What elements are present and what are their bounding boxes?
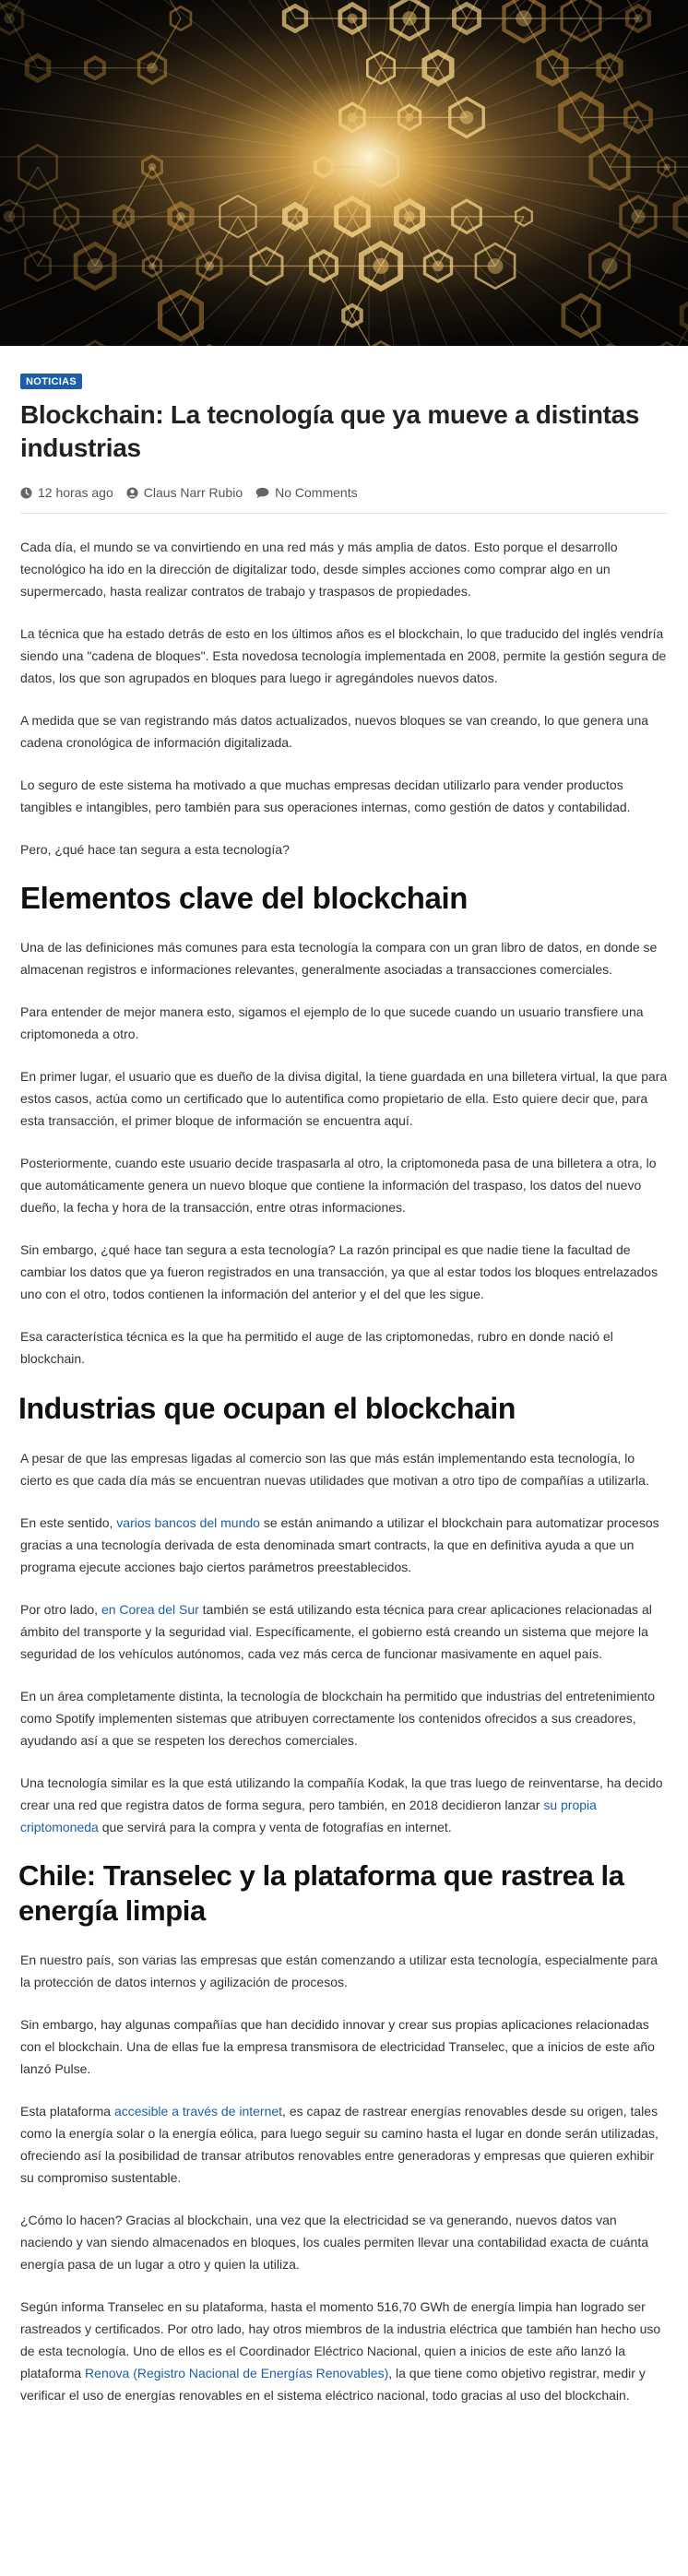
article-title: Blockchain: La tecnología que ya mueve a distintas industrias (20, 400, 640, 462)
article-body (20, 536, 668, 2406)
meta-comments-text[interactable]: No Comments (275, 485, 358, 500)
meta-comments[interactable] (255, 485, 357, 500)
article (0, 346, 688, 2406)
paragraph: En un área completamente distinta, la tecnología de blockchain ha permitido que industrias del entretenimiento como Spotify implementen sistemas que atribuyen correctamente los contenidos ofrecidos a sus creadores, ayudando así a que se respeten los derechos comerciales. (20, 1689, 655, 1748)
paragraph: Sin embargo, ¿qué hace tan segura a esta tecnología? La razón principal es que nadie tiene la facultad de cambiar los datos que ya fueron registrados en una transacción, ya que al estar todos los bloques entrelazados uno con el otro, todos contienen la información del anterior y el del que les sigue. (20, 1242, 658, 1301)
link-bancos-del-mundo[interactable]: varios bancos del mundo (116, 1515, 260, 1530)
paragraph (20, 2296, 668, 2406)
meta-divider (20, 513, 668, 514)
link-corea-del-sur[interactable]: en Corea del Sur (101, 1602, 199, 1617)
paragraph (20, 1512, 668, 1578)
paragraph (20, 1598, 668, 1665)
paragraph: Cada día, el mundo se va convirtiendo en una red más y más amplia de datos. Esto porque el desarrollo tecnológico ha ido en la dirección de digitalizar todo, desde simples acciones como comprar algo en un supermercado, hasta realizar contratos de trabajo y traspasos de propiedades. (20, 540, 618, 599)
clock-icon (20, 487, 32, 499)
paragraph-text: Una tecnología similar es la que está utilizando la compañía Kodak, la que tras luego de reinventarse, ha decido crear una red que registra datos de forma segura, pero también, en 2018 decidieron lanzar (20, 1775, 663, 1812)
article-meta (20, 483, 668, 502)
paragraph-text: , la que tiene como objetivo registrar, medir y verificar el uso de energías renovables en el sistema eléctrico nacional, todo gracias al uso del blockchain. (20, 2366, 646, 2403)
meta-author-text[interactable]: Claus Narr Rubio (143, 485, 243, 500)
paragraph: Una de las definiciones más comunes para esta tecnología la compara con un gran libro de datos, en donde se almacenan registros e informaciones relevantes, generalmente asociadas a transacciones comerciales. (20, 940, 658, 977)
meta-author[interactable] (126, 485, 243, 500)
paragraph: A medida que se van registrando más datos actualizados, nuevos bloques se van creando, lo que genera una cadena cronológica de información digitalizada. (20, 713, 649, 750)
paragraph (20, 2100, 668, 2189)
paragraph: Esa característica técnica es la que ha permitido el auge de las criptomonedas, rubro en donde nació el blockchain. (20, 1329, 613, 1366)
paragraph-text: Por otro lado, (20, 1602, 101, 1617)
paragraph: ¿Cómo lo hacen? Gracias al blockchain, una vez que la electricidad se va generando, nuevos datos van naciendo y van siendo almacenados en bloques, los cuales permiten llevar una contabilidad exacta de cuánta energía pasa de un lugar a otro y quien la utiliza. (20, 2213, 649, 2272)
paragraph-text: Según informa Transelec en su plataforma, hasta el momento 516,70 GWh de energía limpia han logrado ser rastreados y certificados. Por otro lado, hay otros miembros de la industria eléctrica que también han hecho uso de esta tecnología. Uno de ellos es el Coordinador Eléctrico Nacional, quien a inicios de este año lanzó la plataforma (20, 2299, 661, 2380)
paragraph: La técnica que ha estado detrás de esto en los últimos años es el blockchain, lo que traducido del inglés vendría siendo una "cadena de bloques". Esta novedosa tecnología implementada en 2008, permite la gestión segura de datos, los que son agrupados en bloques para luego ir agregándoles nuevos datos. (20, 626, 667, 685)
link-accesible-internet[interactable]: accesible a través de internet (113, 2104, 283, 2119)
user-icon (126, 487, 138, 499)
comment-icon (255, 487, 269, 499)
paragraph-text: , es capaz de rastrear energías renovables desde su origen, tales como la energía solar o la energía eólica, para luego seguir su camino hasta el lugar en donde serán utilizadas, ofreciendo así la posibilidad de transar atributos renovables entre generadoras y empresas que quieren exhibir su compromiso sustentable. (20, 2104, 658, 2185)
paragraph-text: En este sentido, (20, 1515, 117, 1530)
paragraph: En primer lugar, el usuario que es dueño de la divisa digital, la tiene guardada en una billetera virtual, la que para estos casos, actúa como un certificado que lo autentifica como propietario de ella. Esto quiere decir que, para esta transacción, el primer bloque de información se encuentra aquí. (20, 1069, 668, 1128)
paragraph-text: se están animando a utilizar el blockchain para automatizar procesos gracias a una tecnología derivada de esta denominada smart contracts, la que en definitiva ayuda a que un programa ejecute acciones bajo ciertos parámetros preestablecidos. (20, 1515, 659, 1574)
paragraph-text: que servirá para la compra y venta de fotografías en internet. (98, 1820, 452, 1834)
link-propia-criptomoneda[interactable]: su propia criptomoneda (20, 1798, 597, 1834)
paragraph: En nuestro país, son varias las empresas que están comenzando a utilizar esta tecnología, especialmente para la protección de datos internos y agilización de procesos. (20, 1953, 658, 1989)
paragraph: A pesar de que las empresas ligadas al comercio son las que más están implementando esta tecnología, lo cierto es que cada día más se encuentran nuevas utilidades que motivan a otro tipo de compañías a utilizarla. (20, 1451, 649, 1488)
blockchain-hexagon-network-image (0, 0, 688, 346)
hero-image (0, 0, 688, 346)
paragraph (20, 1772, 668, 1838)
link-renova[interactable]: Renova (Registro Nacional de Energías Renovables) (85, 2366, 389, 2380)
section-heading-chile: Chile: Transelec y la plataforma que rastrea la energía limpia (18, 1859, 624, 1927)
paragraph: Sin embargo, hay algunas compañías que han decidido innovar y crear sus propias aplicaciones relacionadas con el blockchain. Una de ellas fue la empresa transmisora de electricidad Transelec, que a inicios de este año lanzó Pulse. (20, 2017, 655, 2076)
paragraph-text: Esta plataforma (20, 2104, 114, 2119)
paragraph-text: también se está utilizando esta técnica para crear aplicaciones relacionadas al ámbito del transporte y la seguridad vial. Específicamente, el gobierno está creando un sistema que mejore la seguridad de los vehículos autónomos, cada vez más cerca de funcionar masivamente en aquel país. (20, 1602, 652, 1661)
section-heading-industries: Industrias que ocupan el blockchain (18, 1392, 516, 1425)
paragraph: Para entender de mejor manera esto, sigamos el ejemplo de lo que sucede cuando un usuario transfiere una criptomoneda a otro. (20, 1004, 644, 1041)
paragraph: Pero, ¿qué hace tan segura a esta tecnología? (20, 842, 290, 857)
category-badge[interactable]: NOTICIAS (20, 374, 82, 389)
meta-time-text: 12 horas ago (38, 485, 113, 500)
meta-time (20, 485, 113, 500)
paragraph: Posteriormente, cuando este usuario decide traspasarla al otro, la criptomoneda pasa de una billetera a otra, lo que automáticamente genera un nuevo bloque que contiene la información del traspaso, los datos del nuevo dueño, la fecha y hora de la transacción, entre otras informaciones. (20, 1156, 657, 1215)
section-heading-elements: Elementos clave del blockchain (20, 881, 469, 915)
paragraph: Lo seguro de este sistema ha motivado a que muchas empresas decidan utilizarlo para vender productos tangibles e intangibles, pero también para sus operaciones internas, como gestión de datos y contabilidad. (20, 778, 631, 814)
